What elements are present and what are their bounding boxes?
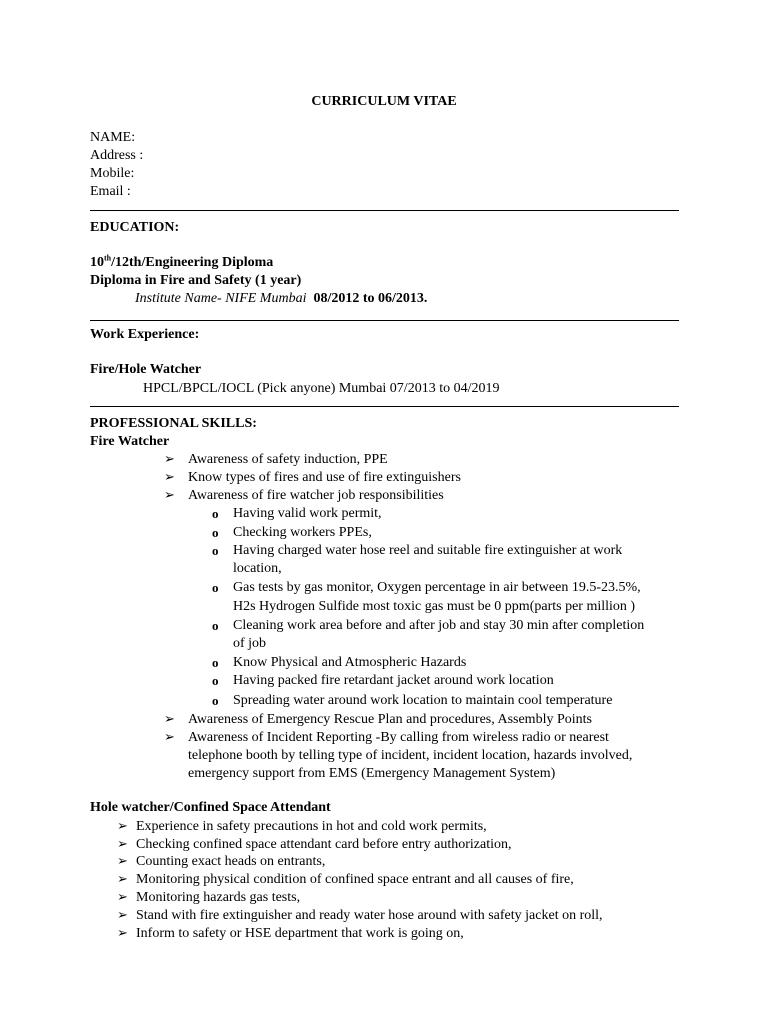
circle-bullet-icon: o xyxy=(212,506,219,521)
list-item: Having charged water hose reel and suitable fire extinguisher at work xyxy=(233,543,623,558)
institute-line xyxy=(135,290,427,308)
name-label: NAME: xyxy=(90,130,136,145)
arrow-bullet-icon: ➢ xyxy=(164,729,175,744)
list-item: Counting exact heads on entrants, xyxy=(136,854,326,869)
list-item: Stand with fire extinguisher and ready water hose around with safety jacket on roll, xyxy=(136,908,603,923)
arrow-bullet-icon: ➢ xyxy=(164,711,175,726)
circle-bullet-icon: o xyxy=(212,525,219,540)
list-item: Monitoring physical condition of confined space entrant and all causes of fire, xyxy=(136,872,574,887)
arrow-bullet-icon: ➢ xyxy=(117,907,128,922)
list-item: Checking workers PPEs, xyxy=(233,525,372,540)
hole-watcher-heading: Hole watcher/Confined Space Attendant xyxy=(90,800,331,815)
work-role: Fire/Hole Watcher xyxy=(90,362,202,377)
education-dates: 08/2012 to 06/2013. xyxy=(313,291,428,306)
list-item: Know types of fires and use of fire extinguishers xyxy=(188,470,461,485)
list-item: Having valid work permit, xyxy=(233,506,382,521)
email-label: Email : xyxy=(90,184,131,199)
arrow-bullet-icon: ➢ xyxy=(164,487,175,502)
list-item: Experience in safety precautions in hot and cold work permits, xyxy=(136,819,487,834)
fire-watcher-heading: Fire Watcher xyxy=(90,434,170,449)
list-item: Awareness of Incident Reporting -By calling from wireless radio or nearest xyxy=(188,730,609,745)
list-item-continuation: telephone booth by telling type of incident, incident location, hazards involved, xyxy=(188,748,633,763)
qualification-line xyxy=(90,254,273,272)
qualification-superscript: th xyxy=(104,253,112,263)
list-item-continuation: of job xyxy=(233,636,267,651)
list-item: Awareness of Emergency Rescue Plan and procedures, Assembly Points xyxy=(188,712,592,727)
arrow-bullet-icon: ➢ xyxy=(117,889,128,904)
arrow-bullet-icon: ➢ xyxy=(117,853,128,868)
list-item: Gas tests by gas monitor, Oxygen percentage in air between 19.5-23.5%, xyxy=(233,580,641,595)
work-detail: HPCL/BPCL/IOCL (Pick anyone) Mumbai 07/2013 to 04/2019 xyxy=(143,381,500,396)
list-item: Spreading water around work location to maintain cool temperature xyxy=(233,693,613,708)
work-heading: Work Experience: xyxy=(90,327,200,342)
arrow-bullet-icon: ➢ xyxy=(164,451,175,466)
qualification-prefix: 10 xyxy=(90,255,104,270)
education-heading: EDUCATION: xyxy=(90,220,180,235)
institute-name: Institute Name- NIFE Mumbai xyxy=(135,291,307,306)
list-item-continuation: emergency support from EMS (Emergency Management System) xyxy=(188,766,556,781)
list-item: Inform to safety or HSE department that work is going on, xyxy=(136,926,464,941)
list-item: Checking confined space attendant card before entry authorization, xyxy=(136,837,512,852)
divider xyxy=(90,320,679,321)
divider xyxy=(90,406,679,407)
mobile-label: Mobile: xyxy=(90,166,135,181)
skills-heading: PROFESSIONAL SKILLS: xyxy=(90,416,257,431)
circle-bullet-icon: o xyxy=(212,580,219,595)
arrow-bullet-icon: ➢ xyxy=(117,836,128,851)
diploma-line: Diploma in Fire and Safety (1 year) xyxy=(90,273,302,288)
list-item: Having packed fire retardant jacket around work location xyxy=(233,673,554,688)
list-item-continuation: location, xyxy=(233,561,282,576)
list-item: Monitoring hazards gas tests, xyxy=(136,890,301,905)
address-label: Address : xyxy=(90,148,144,163)
arrow-bullet-icon: ➢ xyxy=(117,871,128,886)
circle-bullet-icon: o xyxy=(212,543,219,558)
qualification-rest: /12th/Engineering Diploma xyxy=(111,255,274,270)
arrow-bullet-icon: ➢ xyxy=(164,469,175,484)
arrow-bullet-icon: ➢ xyxy=(117,818,128,833)
circle-bullet-icon: o xyxy=(212,693,219,708)
list-item: Know Physical and Atmospheric Hazards xyxy=(233,655,467,670)
page-title: CURRICULUM VITAE xyxy=(311,94,457,109)
list-item-continuation: H2s Hydrogen Sulfide most toxic gas must be 0 ppm(parts per million ) xyxy=(233,599,636,614)
list-item: Awareness of safety induction, PPE xyxy=(188,452,388,467)
circle-bullet-icon: o xyxy=(212,673,219,688)
circle-bullet-icon: o xyxy=(212,618,219,633)
circle-bullet-icon: o xyxy=(212,655,219,670)
list-item: Awareness of fire watcher job responsibilities xyxy=(188,488,444,503)
list-item: Cleaning work area before and after job and stay 30 min after completion xyxy=(233,618,645,633)
divider xyxy=(90,210,679,211)
arrow-bullet-icon: ➢ xyxy=(117,925,128,940)
